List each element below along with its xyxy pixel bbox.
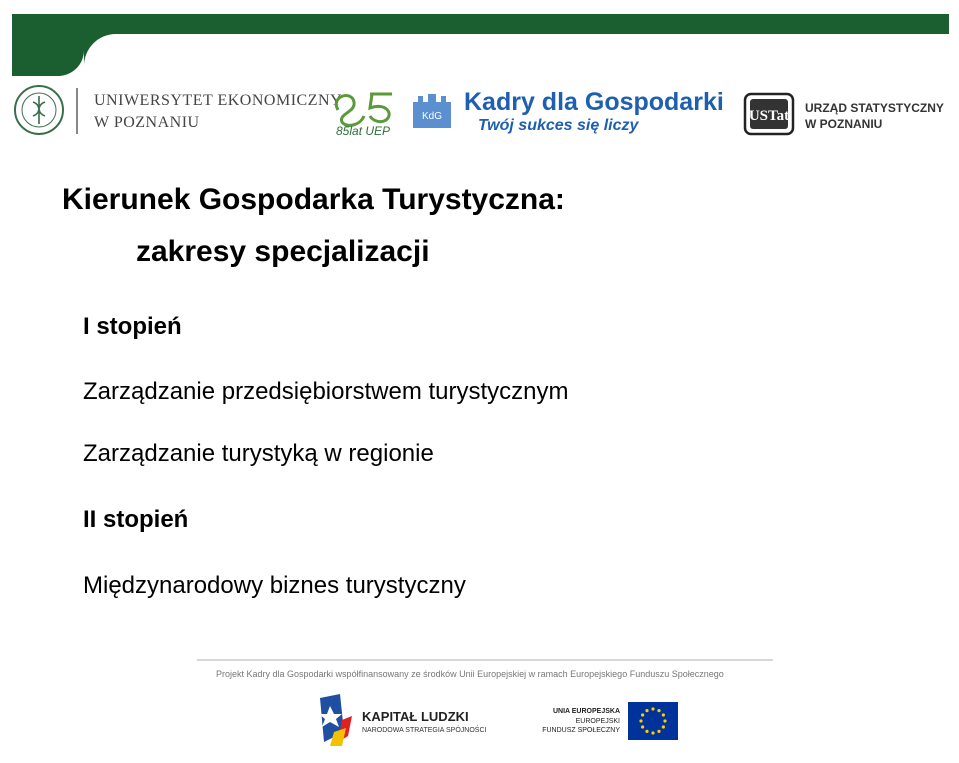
university-name-line1: UNIWERSYTET EKONOMICZNY [94, 92, 343, 109]
footer-funding-note: Projekt Kadry dla Gospodarki współfinansowany ze środków Unii Europejskiej w ramach Europejskiego Funduszu Społecznego [216, 669, 724, 679]
kdg-castle-logo [411, 92, 453, 130]
eu-flag-icon [628, 702, 678, 740]
eu-label-line1: UNIA EUROPEJSKA [552, 708, 620, 715]
university-seal-icon [13, 84, 65, 136]
specialization-item: Międzynarodowy biznes turystyczny [83, 572, 466, 599]
eu-star [662, 725, 665, 728]
eu-star [657, 730, 660, 733]
eu-star [639, 719, 642, 722]
eu-star [657, 709, 660, 712]
level-heading-2: II stopień [83, 506, 189, 533]
header-frame-corner [12, 34, 84, 76]
eu-star [641, 713, 644, 716]
project-slogan: Twój sukces się liczy [478, 117, 639, 134]
eu-star [662, 713, 665, 716]
level-heading-1: I stopień [83, 313, 182, 340]
statistics-office-line2: W POZNANIU [805, 117, 883, 131]
eu-star [651, 707, 654, 710]
eu-star [651, 731, 654, 734]
kapital-ludzki-subtitle: NARODOWA STRATEGIA SPÓJNOŚCI [362, 727, 487, 734]
university-divider [76, 88, 78, 134]
project-title: Kadry dla Gospodarki [464, 88, 724, 116]
anniversary-label: 85lat UEP [336, 124, 391, 138]
ustat-logo [743, 92, 795, 136]
eu-star [645, 730, 648, 733]
ustat-badge: USTat [748, 108, 790, 124]
header-frame-curve [84, 34, 124, 74]
header-frame-bar [12, 14, 949, 34]
university-name-line2: W POZNANIU [94, 114, 200, 131]
specialization-item: Zarządzanie przedsiębiorstwem turystycznym [83, 378, 569, 405]
statistics-office-line1: URZĄD STATYSTYCZNY [805, 101, 944, 115]
kapital-ludzki-logo [316, 692, 356, 748]
slide-subtitle: zakresy specjalizacji [136, 235, 430, 268]
eu-label-line2: EUROPEJSKI [575, 718, 620, 725]
slide-title: Kierunek Gospodarka Turystyczna: [62, 183, 565, 216]
eu-star [641, 725, 644, 728]
specialization-item: Zarządzanie turystyką w regionie [83, 440, 434, 467]
kdg-badge: KdG [421, 111, 443, 122]
eu-label-line3: FUNDUSZ SPOŁECZNY [542, 727, 620, 734]
kapital-ludzki-title: KAPITAŁ LUDZKI [362, 709, 469, 724]
eu-star [663, 719, 666, 722]
footer-divider [197, 659, 773, 661]
eu-star [645, 709, 648, 712]
